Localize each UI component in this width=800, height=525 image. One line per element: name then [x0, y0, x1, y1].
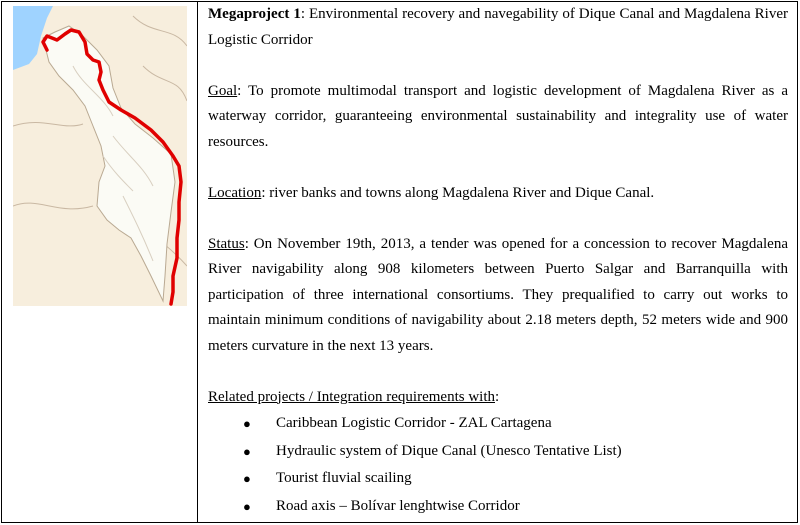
- list-item: [208, 493, 788, 521]
- related-heading: [208, 385, 788, 411]
- status-paragraph: [208, 232, 788, 360]
- related-item-text: Hydraulic system of Dique Canal (Unesco Tentative List): [276, 442, 622, 459]
- related-item-text: Tourist fluvial scailing: [276, 470, 412, 486]
- project-title-rest: : Environmental recovery and navegability of Dique Canal and Magdalena River Logistic Corridor: [208, 6, 788, 48]
- goal-text: : To promote multimodal transport and logistic development of Magdalena River as a waterway corridor, guaranteeing environmental sustainability and integrality use of water resources.: [208, 82, 788, 150]
- project-title-bold: Megaproject 1: [208, 6, 301, 22]
- related-label: Related projects / Integration requirements with: [208, 388, 495, 405]
- list-item: [208, 465, 788, 493]
- project-title: [208, 2, 788, 53]
- list-item: [208, 410, 788, 438]
- related-list: [208, 410, 788, 520]
- bullet-icon: ●: [243, 443, 251, 459]
- status-label: Status: [208, 235, 245, 252]
- related-colon: :: [495, 388, 500, 405]
- column-divider: [197, 1, 198, 523]
- project-description: [208, 0, 788, 520]
- bullet-icon: ●: [243, 498, 251, 514]
- location-paragraph: [208, 181, 788, 207]
- list-item: [208, 438, 788, 466]
- related-item-text: Road axis – Bolívar lenghtwise Corridor: [276, 497, 520, 514]
- goal-paragraph: [208, 79, 788, 156]
- location-label: Location: [208, 184, 262, 201]
- related-item-text: Caribbean Logistic Corridor - ZAL Cartagena: [276, 415, 552, 431]
- bullet-icon: ●: [243, 416, 251, 431]
- goal-label: Goal: [208, 82, 238, 99]
- location-text: : river banks and towns along Magdalena River and Dique Canal.: [261, 184, 655, 201]
- status-text: : On November 19th, 2013, a tender was opened for a concession to recover Magdalena River navigability along 908 kilometers between Puerto Salgar and Barranquilla with participation of three international consortiums. They prequalified to carry out works to maintain minimum conditions of navigability about 2.18 meters depth, 52 meters wide and 900 meters curvature in the next 13 years.: [208, 235, 788, 354]
- bullet-icon: ●: [243, 471, 251, 486]
- map-cell: [2, 2, 196, 522]
- map-icon: [13, 6, 187, 306]
